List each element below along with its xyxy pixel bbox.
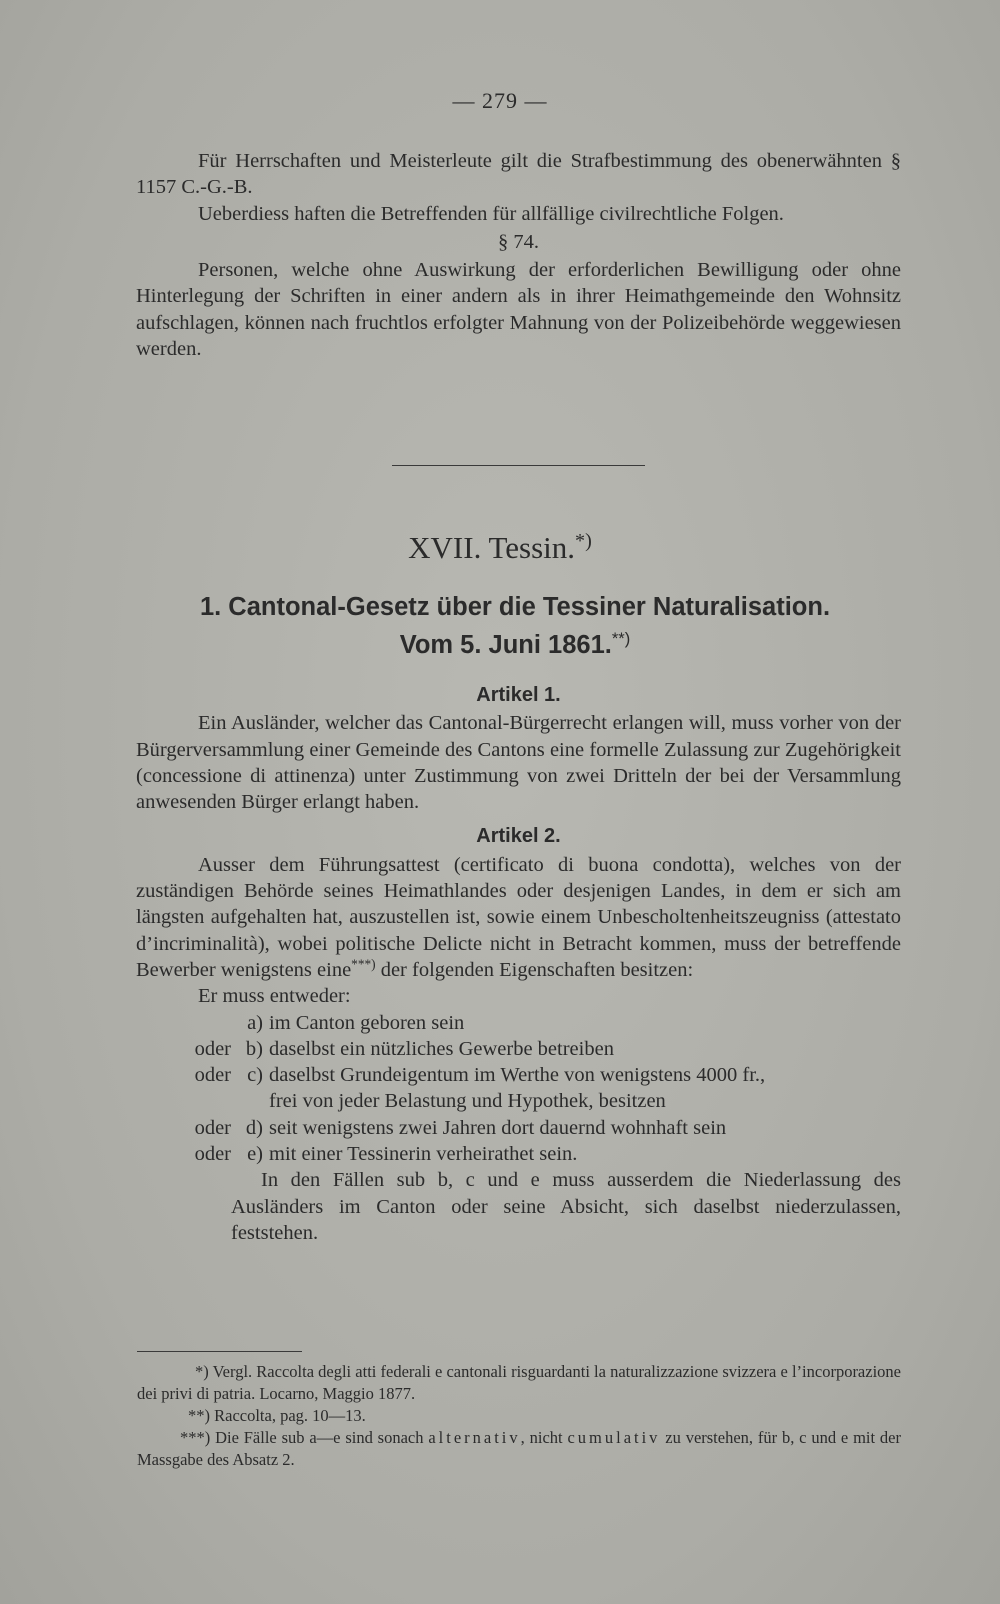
item-prefix: oder	[194, 1116, 231, 1139]
paragraph: Personen, welche ohne Auswirkung der erforderlichen Bewilligung oder ohne Hinterlegung der Schriften in einer andern als in ihrer Heimathgemeinde den Wohnsitz aufschlagen, können nach fruchtlos erfolgter Mahnung von der Polizeibehörde weggewiesen werden.	[136, 259, 901, 361]
footnote-text: Vergl. Raccolta degli atti federali e cantonali risguardanti la naturalizzazione svizzera e l’incorporazione dei privi di patria. Locarno, Maggio 1877.	[137, 1362, 901, 1403]
section-heading: § 74.	[498, 230, 539, 253]
emphasis-text: alternativ	[428, 1428, 521, 1447]
footnotes	[137, 1361, 901, 1471]
footnote-mark: **)	[188, 1406, 210, 1425]
footnote-mark: *)	[195, 1362, 209, 1381]
chapter-title	[0, 530, 1000, 566]
law-date	[130, 626, 900, 664]
footnote-ref: ***)	[351, 956, 376, 972]
conditions-list	[166, 1010, 901, 1247]
item-text: frei von jeder Belastung und Hypothek, besitzen	[269, 1090, 666, 1113]
item-text: daselbst Grundeigentum im Werthe von wenigstens 4000 fr.,	[269, 1064, 766, 1087]
chapter-title-text: XVII. Tessin.	[408, 530, 576, 565]
paragraph: Ueberdiess haften die Betreffenden für allfällige civilrechtliche Folgen.	[198, 202, 784, 225]
footnote	[137, 1427, 901, 1471]
law-title	[130, 588, 900, 664]
item-prefix: oder	[194, 1064, 231, 1087]
item-marker: d)	[245, 1116, 263, 1139]
paragraph: Ein Ausländer, welcher das Cantonal-Bürgerrecht erlangen will, muss vorher von der Bürgerversammlung einer Gemeinde des Cantons eine formelle Zulassung zur Zugehörigkeit (concessione di attinenza) unter Zustimmung von zwei Dritteln der bei der Versammlung anwesenden Bürger erlangt haben.	[136, 712, 901, 814]
footnote-ref: **)	[611, 628, 631, 648]
paragraph	[136, 852, 901, 983]
list-item	[166, 1141, 901, 1167]
list-item	[166, 1115, 901, 1141]
footnote-text: Raccolta, pag. 10—13.	[214, 1406, 366, 1425]
footnote-text: Die Fälle sub a—e sind sonach	[215, 1428, 429, 1447]
item-prefix: oder	[194, 1143, 231, 1166]
section-divider	[392, 465, 645, 466]
law-title-text: 1. Cantonal-Gesetz über die Tessiner Naturalisation.	[199, 593, 831, 621]
item-marker: a)	[247, 1011, 263, 1034]
article-heading: Artikel 1.	[476, 684, 561, 706]
item-prefix: oder	[194, 1037, 231, 1060]
item-text: im Canton geboren sein	[269, 1011, 465, 1034]
footnote	[137, 1405, 901, 1427]
list-item	[166, 1088, 901, 1114]
closing-paragraph: In den Fällen sub b, c und e muss ausserdem die Niederlassung des Ausländers im Canton oder seine Absicht, sich daselbst niederzulassen, feststehen.	[231, 1169, 901, 1244]
item-prefix	[166, 1010, 235, 1036]
list-item	[166, 1062, 901, 1088]
list-item	[166, 1010, 901, 1036]
item-marker: b)	[245, 1037, 263, 1060]
section-73-tail	[136, 148, 901, 362]
page-number: — 279 —	[452, 88, 548, 113]
item-marker	[235, 1088, 269, 1114]
footnote-ref: *)	[575, 529, 592, 552]
footnote-text: zu verstehen, für b, c und e mit der Massgabe des Absatz 2.	[137, 1428, 901, 1469]
article-heading: Artikel 2.	[476, 825, 561, 848]
footnote	[137, 1361, 901, 1405]
item-text: mit einer Tessinerin verheirathet sein.	[269, 1143, 578, 1166]
list-item	[166, 1036, 901, 1062]
item-text: daselbst ein nützliches Gewerbe betreiben	[269, 1037, 614, 1060]
emphasis-text: cumulativ	[567, 1428, 661, 1447]
item-text: seit wenigstens zwei Jahren dort dauernd wohnhaft sein	[269, 1116, 727, 1139]
paragraph-text: Ausser dem Führungsattest (certificato di buona condotta), welches von der zuständigen Behörde seines Heimathlandes oder desjenigen Landes, in dem er sich am längsten aufgehalten hat, auszustellen ist, sowie einem Unbescholtenheitszeugniss (attestato d’incriminalità), wobei politische Delicte nicht in Betracht kommen, muss der betreffende Bewerber wenigstens eine	[136, 853, 901, 981]
item-marker: c)	[247, 1064, 263, 1087]
law-date-text: Vom 5. Juni 1861.	[399, 631, 612, 659]
footnote-mark: ***)	[180, 1428, 211, 1447]
footnote-divider	[137, 1351, 302, 1352]
paragraph-text: der folgenden Eigenschaften besitzen:	[375, 958, 694, 981]
paragraph: Für Herrschaften und Meisterleute gilt die Strafbestimmung des obenerwähnten § 1157 C.-G.-B.	[136, 150, 901, 199]
list-lead: Er muss entweder:	[198, 985, 351, 1008]
item-marker: e)	[247, 1143, 263, 1166]
footnote-text: , nicht	[520, 1428, 568, 1447]
item-prefix	[166, 1088, 235, 1114]
articles	[136, 676, 901, 1246]
